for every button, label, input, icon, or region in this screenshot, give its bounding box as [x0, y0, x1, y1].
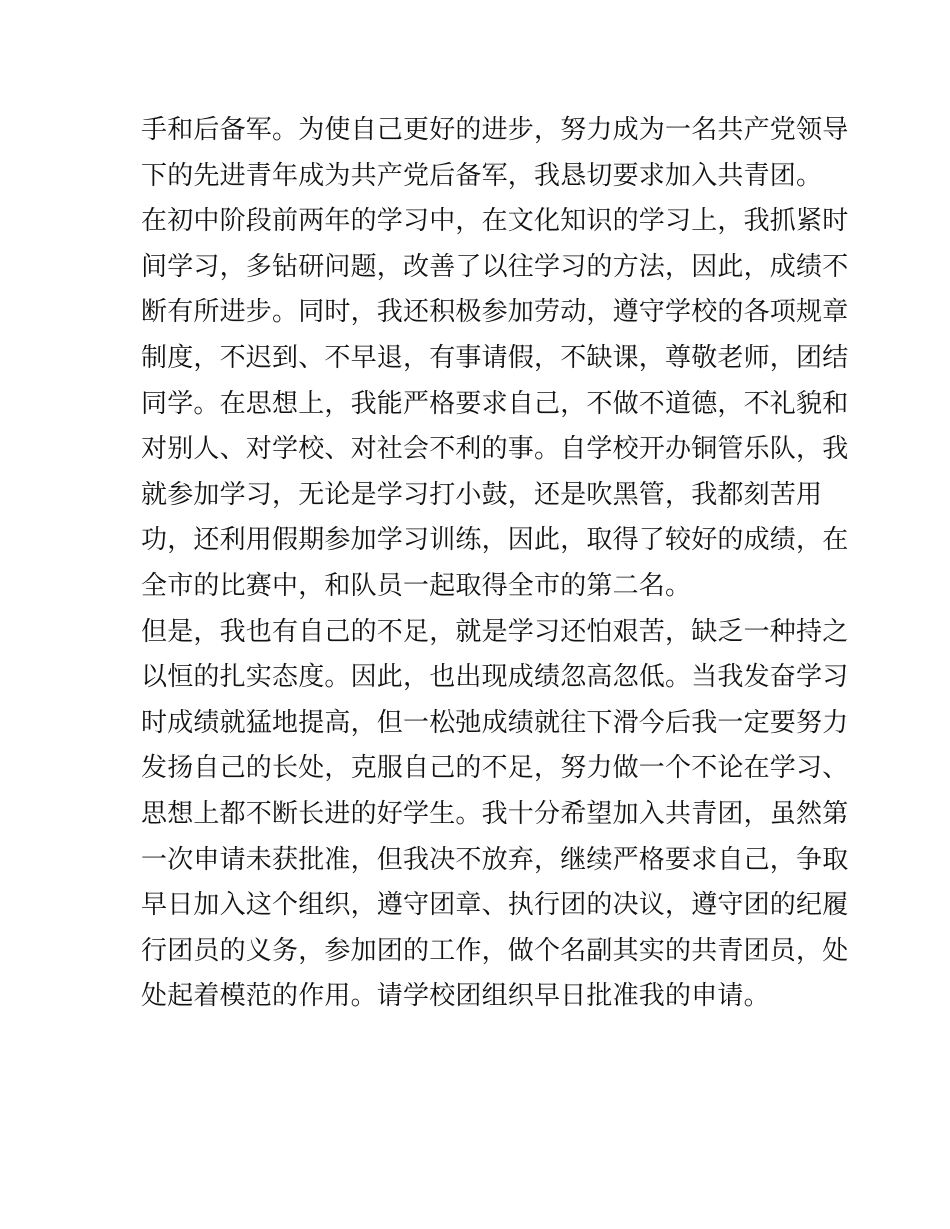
text-line: 一次申请未获批准，但我决不放弃，继续严格要求自己，争取 [141, 844, 849, 875]
text-line: 同学。在思想上，我能严格要求自己，不做不道德，不礼貌和 [141, 388, 849, 419]
text-line: 就参加学习，无论是学习打小鼓，还是吹黑管，我都刻苦用 [141, 479, 823, 510]
text-line: 处起着模范的作用。请学校团组织早日批准我的申请。 [141, 981, 770, 1012]
text-line: 对别人、对学校、对社会不利的事。自学校开办铜管乐队，我 [141, 434, 849, 465]
text-line: 间学习，多钻研问题，改善了以往学习的方法，因此，成绩不 [141, 251, 849, 282]
body-text [141, 108, 849, 1020]
text-line: 全市的比赛中，和队员一起取得全市的第二名。 [141, 570, 692, 601]
text-line: 行团员的义务，参加团的工作，做个名副其实的共青团员，处 [141, 935, 849, 966]
text-line: 在初中阶段前两年的学习中，在文化知识的学习上，我抓紧时 [141, 206, 849, 237]
text-line: 早日加入这个组织，遵守团章、执行团的决议，遵守团的纪履 [141, 890, 849, 921]
text-line: 断有所进步。同时，我还积极参加劳动，遵守学校的各项规章 [141, 297, 849, 328]
text-line: 时成绩就猛地提高，但一松弛成绩就往下滑今后我一定要努力 [141, 707, 849, 738]
text-line: 思想上都不断长进的好学生。我十分希望加入共青团，虽然第 [141, 798, 849, 829]
text-line: 功，还利用假期参加学习训练，因此，取得了较好的成绩，在 [141, 525, 849, 556]
text-line: 以恒的扎实态度。因此，也出现成绩忽高忽低。当我发奋学习 [141, 662, 849, 693]
text-line: 手和后备军。为使自己更好的进步，努力成为一名共产党领导 [141, 115, 849, 145]
text-line: 下的先进青年成为共产党后备军，我恳切要求加入共青团。 [141, 160, 823, 191]
text-line: 但是，我也有自己的不足，就是学习还怕艰苦，缺乏一种持之 [141, 616, 849, 647]
text-line: 发扬自己的长处，克服自己的不足，努力做一个不论在学习、 [141, 753, 849, 784]
text-line: 制度，不迟到、不早退，有事请假，不缺课，尊敬老师，团结 [141, 342, 849, 373]
